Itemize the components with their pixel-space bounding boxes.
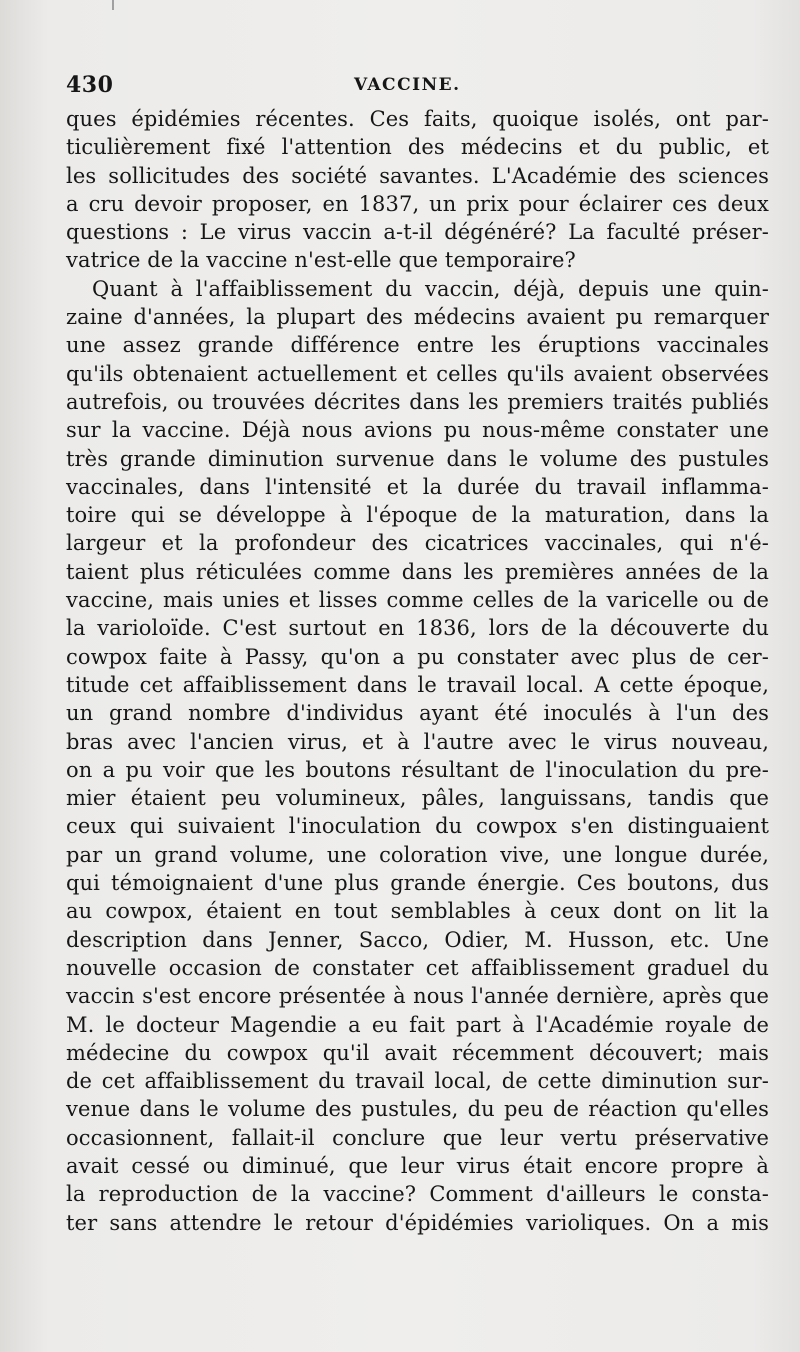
text-line: avait cessé ou diminué, que leur virus était encore propre à [66, 1153, 769, 1178]
text-line: par un grand volume, une coloration vive, une longue durée, [66, 842, 769, 867]
text-line: très grande diminution survenue dans le volume des pustules [66, 446, 769, 471]
text-line: ticulièrement fixé l'attention des médecins et du public, et [66, 135, 769, 160]
text-line: description dans Jenner, Sacco, Odier, M. Husson, etc. Une [66, 927, 769, 952]
scan-mark [112, 0, 114, 10]
text-line: qu'ils obtenaient actuellement et celles qu'ils avaient observées [66, 361, 769, 386]
text-line: bras avec l'ancien virus, et à l'autre avec le virus nouveau, [66, 729, 769, 754]
paragraph-start-line: Quant à l'affaiblissement du vaccin, déjà, depuis une quin- [92, 276, 769, 301]
text-line: a cru devoir proposer, en 1837, un prix pour éclairer ces deux [66, 191, 769, 216]
text-line: toire qui se développe à l'époque de la maturation, dans la [66, 503, 769, 528]
text-line: taient plus réticulées comme dans les premières années de la [66, 559, 769, 584]
text-line: titude cet affaiblissement dans le travail local. A cette époque, [66, 672, 769, 697]
text-line: zaine d'années, la plupart des médecins avaient pu remarquer [66, 305, 769, 330]
text-line: mier étaient peu volumineux, pâles, languissans, tandis que [66, 786, 769, 811]
text-line: venue dans le volume des pustules, du peu de réaction qu'elles [66, 1097, 769, 1122]
text-line: M. le docteur Magendie a eu fait part à l'Académie royale de [66, 1012, 769, 1037]
text-line: la varioloïde. C'est surtout en 1836, lors de la découverte du [66, 616, 769, 641]
text-line: questions : Le virus vaccin a-t-il dégénéré? La faculté préser- [66, 220, 769, 245]
text-line: ceux qui suivaient l'inoculation du cowpox s'en distinguaient [66, 814, 769, 839]
text-line: vaccinales, dans l'intensité et la durée du travail inflamma- [66, 474, 769, 499]
text-line: sur la vaccine. Déjà nous avions pu nous-même constater une [66, 418, 769, 443]
text-line: nouvelle occasion de constater cet affaiblissement graduel du [66, 955, 769, 980]
text-line: autrefois, ou trouvées décrites dans les premiers traités publiés [66, 389, 769, 414]
text-line: un grand nombre d'individus ayant été inoculés à l'un des [66, 701, 769, 726]
text-line: on a pu voir que les boutons résultant de l'inoculation du pre- [66, 757, 769, 782]
page-header [66, 72, 766, 102]
text-line: au cowpox, étaient en tout semblables à ceux dont on lit la [66, 899, 769, 924]
text-line: qui témoignaient d'une plus grande énergie. Ces boutons, dus [66, 871, 769, 896]
text-line: cowpox faite à Passy, qu'on a pu constater avec plus de cer- [66, 644, 769, 669]
body-text [66, 105, 769, 1237]
text-line: une assez grande différence entre les éruptions vaccinales [66, 333, 769, 358]
text-line: ques épidémies récentes. Ces faits, quoique isolés, ont par- [66, 107, 769, 131]
text-line: la reproduction de la vaccine? Comment d'ailleurs le consta- [66, 1182, 769, 1207]
page-number: 430 [66, 72, 114, 98]
text-line: vatrice de la vaccine n'est-elle que temporaire? [66, 248, 576, 273]
text-line: vaccin s'est encore présentée à nous l'année dernière, après que [66, 984, 769, 1009]
running-head: VACCINE. [354, 75, 461, 95]
text-line: médecine du cowpox qu'il avait récemment découvert; mais [66, 1040, 769, 1065]
text-line: vaccine, mais unies et lisses comme celles de la varicelle ou de [66, 588, 769, 613]
text-line: ter sans attendre le retour d'épidémies varioliques. On a mis [66, 1210, 769, 1235]
text-line: largeur et la profondeur des cicatrices vaccinales, qui n'é- [66, 531, 769, 556]
text-line: les sollicitudes des société savantes. L'Académie des sciences [66, 163, 769, 188]
text-line: de cet affaiblissement du travail local, de cette diminution sur- [66, 1069, 769, 1094]
text-line: occasionnent, fallait-il conclure que leur vertu préservative [66, 1125, 769, 1150]
